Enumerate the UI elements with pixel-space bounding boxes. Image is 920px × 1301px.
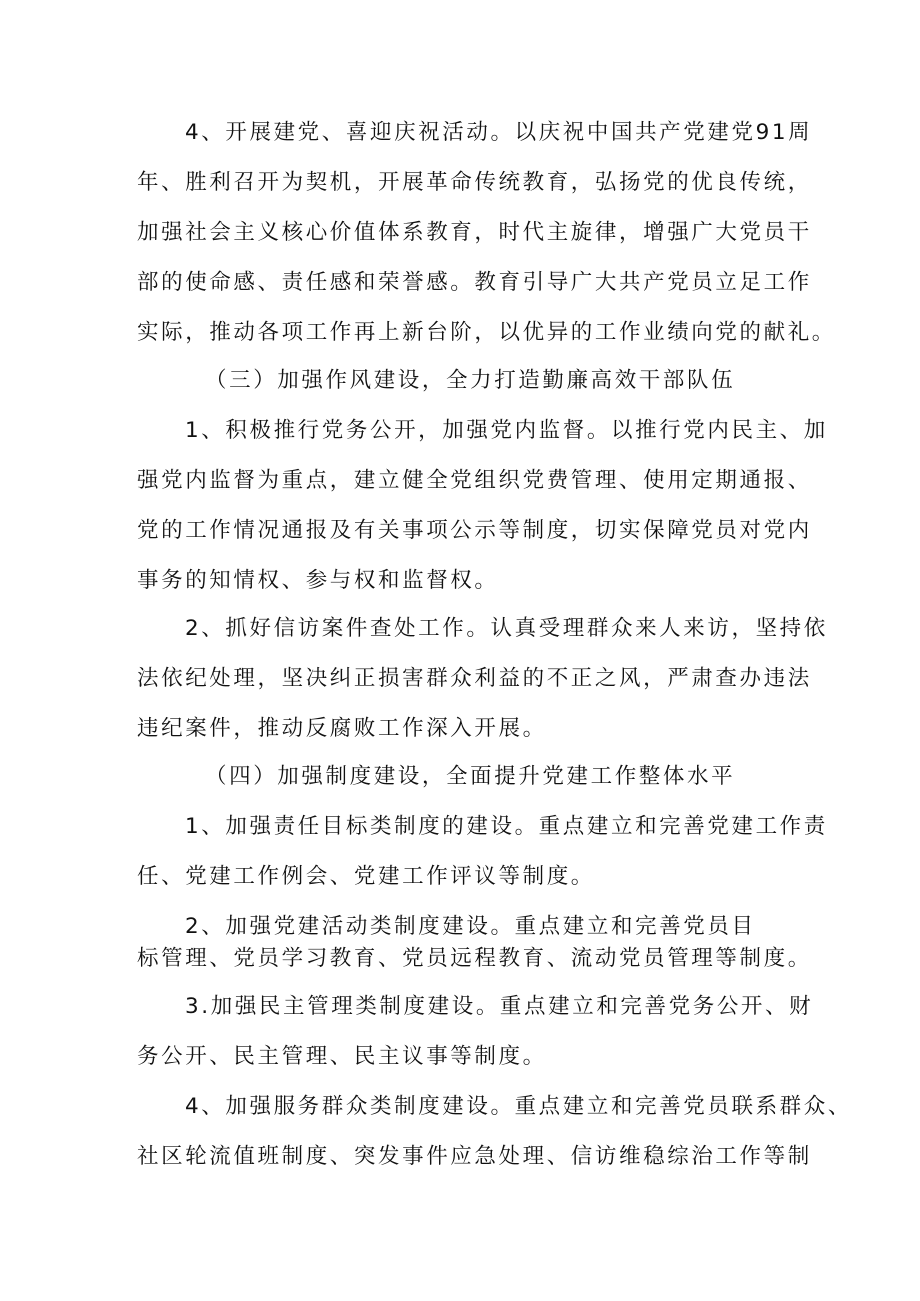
section-heading: （三）加强作风建设，全力打造勤廉高效干部队伍 (205, 368, 736, 393)
text-line: 标管理、党员学习教育、党员远程教育、流动党员管理等制度。 (137, 946, 812, 971)
text-line: 部的使命感、责任感和荣誉感。教育引导广大共产党员立足工作 (137, 270, 812, 295)
text-line: 3.加强民主管理类制度建设。重点建立和完善党务公开、财 (185, 994, 814, 1019)
text-line: 务公开、民主管理、民主议事等制度。 (137, 1044, 547, 1069)
text-line: 强党内监督为重点，建立健全党组织党费管理、使用定期通报、 (137, 468, 812, 493)
text-line: 任、党建工作例会、党建工作评议等制度。 (137, 864, 595, 889)
text-line: 4、开展建党、喜迎庆祝活动。以庆祝中国共产党建党91周 (185, 120, 813, 145)
text-line: 加强社会主义核心价值体系教育，时代主旋律，增强广大党员干 (137, 220, 812, 245)
text-line: 事务的知情权、参与权和监督权。 (137, 568, 499, 593)
text-line: 社区轮流值班制度、突发事件应急处理、信访维稳综治工作等制 (137, 1144, 812, 1169)
text-line: 实际，推动各项工作再上新台阶，以优异的工作业绩向党的献礼。 (137, 320, 836, 345)
text-line: 年、胜利召开为契机，开展革命传统教育，弘扬党的优良传统， (137, 170, 812, 195)
text-line: 1、积极推行党务公开，加强党内监督。以推行党内民主、加 (185, 418, 828, 443)
section-heading: （四）加强制度建设，全面提升党建工作整体水平 (205, 764, 736, 789)
text-line: 4、加强服务群众类制度建设。重点建立和完善党员联系群众、 (185, 1094, 852, 1119)
text-line: 2、抓好信访案件查处工作。认真受理群众来人来访，坚持依 (185, 616, 828, 641)
text-line: 法依纪处理，坚决纠正损害群众利益的不正之风，严肃查办违法 (137, 666, 812, 691)
text-line: 党的工作情况通报及有关事项公示等制度，切实保障党员对党内 (137, 518, 812, 543)
text-line: 2、加强党建活动类制度建设。重点建立和完善党员目 (185, 914, 756, 939)
text-line: 违纪案件，推动反腐败工作深入开展。 (137, 716, 547, 741)
text-line: 1、加强责任目标类制度的建设。重点建立和完善党建工作责 (185, 814, 828, 839)
